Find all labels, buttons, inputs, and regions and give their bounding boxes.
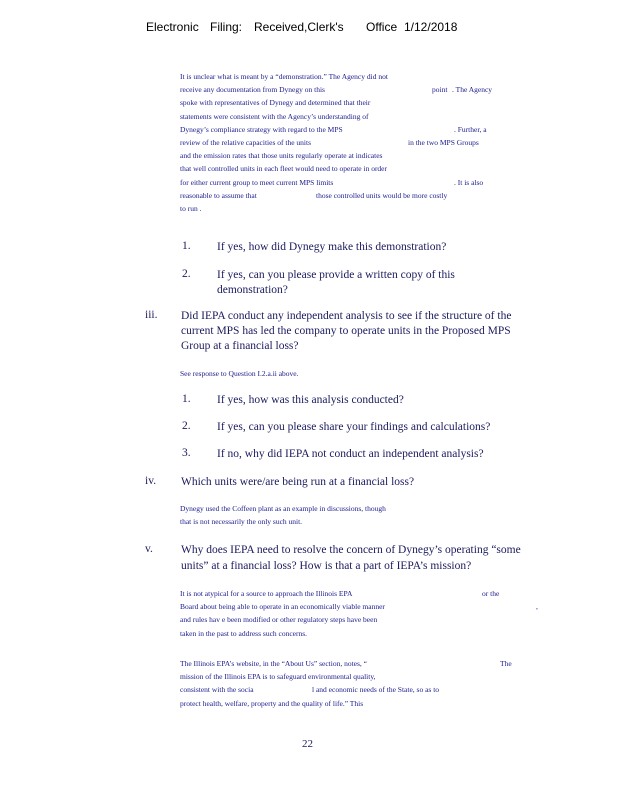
question-number: iv. xyxy=(145,475,157,487)
answer-line: spoke with representatives of Dynegy and determined that their xyxy=(180,98,371,108)
question-number: iii. xyxy=(145,309,158,321)
subquestion-number: 1. xyxy=(182,393,191,405)
answer-line: review of the relative capacities of the units in the two MPS Groups xyxy=(180,137,479,147)
answer-mission-b: The Illinois EPA’s website, in the “About Us” section, notes, “ The mission of the Illinois EPA is to safeguard environmental quality, consistent with the socia l and economic needs of the State, so as to protect health, welfare, property and the quality of life.” This xyxy=(180,659,512,708)
subquestion-text: If yes, can you please provide a written copy of this xyxy=(217,269,455,281)
question-number: v. xyxy=(145,543,153,555)
question-text: units” at a financial loss? How is that a part of IEPA’s mission? xyxy=(181,560,472,572)
answer-demonstration xyxy=(180,70,510,215)
subquestion-number: 2. xyxy=(182,420,191,432)
answer-line: and the emission rates that those units regularly operate at indicates xyxy=(180,151,383,161)
answer-line: statements were consistent with the Agency’s understanding of xyxy=(180,111,369,121)
answer-line: Dynegy’s compliance strategy with regard to the MPS . Further, a xyxy=(180,124,487,134)
question-text: current MPS has led the company to operate units in the Proposed MPS xyxy=(181,325,511,337)
answer-line: that well controlled units in each fleet would need to operate in order xyxy=(180,164,388,174)
subquestion-text: If yes, can you please share your findings and calculations? xyxy=(217,421,491,433)
header-filing: Filing: xyxy=(210,20,243,34)
answer-coffeen: Dynegy used the Coffeen plant as an example in discussions, though that is not necessarily the only such unit. xyxy=(180,504,386,527)
header-office: Office xyxy=(366,20,398,34)
page-number: 22 xyxy=(302,738,313,750)
subquestion-text: demonstration? xyxy=(217,284,288,296)
header-received: Received,Clerk's xyxy=(254,20,344,34)
answer-line: It is unclear what is meant by a “demonstration.” The Agency did not xyxy=(180,72,388,81)
answer-see-response: See response to Question I.2.a.ii above. xyxy=(180,369,299,378)
subquestion-text: If yes, how did Dynegy make this demonstration? xyxy=(217,241,447,253)
answer-line: to run . xyxy=(180,203,202,213)
question-text: Which units were/are being run at a financial loss? xyxy=(181,476,415,488)
subquestion-number: 2. xyxy=(182,268,191,280)
header-date: 1/12/2018 xyxy=(404,20,458,34)
question-text: Group at a financial loss? xyxy=(181,340,299,352)
subquestion-text: If yes, how was this analysis conducted? xyxy=(217,394,404,406)
subquestion-text: If no, why did IEPA not conduct an independent analysis? xyxy=(217,448,484,460)
subquestion-number: 1. xyxy=(182,240,191,252)
answer-line: reasonable to assume that those controlled units would be more costly xyxy=(180,190,448,200)
header-electronic: Electronic xyxy=(146,20,199,34)
answer-line: for either current group to meet current MPS limits . It is also xyxy=(180,177,484,187)
subquestion-number: 3. xyxy=(182,447,191,459)
question-text: Why does IEPA need to resolve the concern of Dynegy’s operating “some xyxy=(181,544,521,556)
question-text: Did IEPA conduct any independent analysis to see if the structure of the xyxy=(181,310,512,322)
answer-line: receive any documentation from Dynegy on this point . The Agency xyxy=(180,85,493,95)
answer-mission-a: It is not atypical for a source to approach the Illinois EPA or the Board about being able to operate in an economically viable manner , and rules hav e been modified or other regulatory steps have been taken in the past to address such concerns. xyxy=(180,589,538,638)
